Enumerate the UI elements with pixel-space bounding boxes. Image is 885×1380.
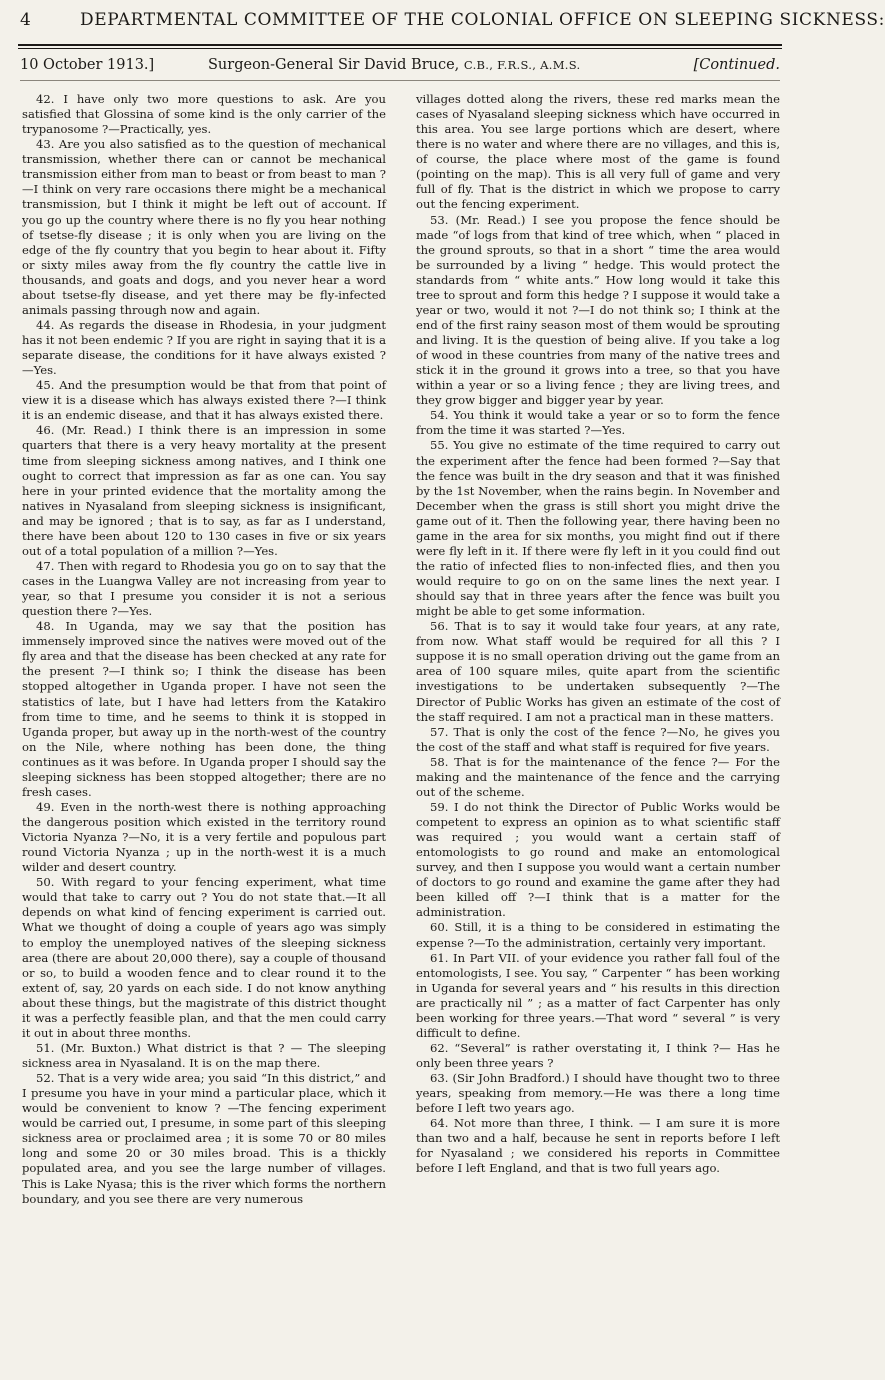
paragraph: 48. In Uganda, may we say that the position has immensely improved since the natives were moved out of the fly area and that the disease has been checked at any rate for the present ?—I think so; I think the disease has been stopped altogether in Uganda proper. I have not seen the statistics of late, but I have had letters from the Katakiro from time to time, and he seems to think it is stopped in Uganda proper, but away up in the north-west of the country on the Nile, where nothing has been done, the thing continues as it was before. In Uganda proper I should say the sleeping sickness has been stopped altogether; there are no fresh cases. bbox=[22, 619, 386, 799]
right-column bbox=[416, 92, 780, 1372]
running-title: DEPARTMENTAL COMMITTEE OF THE COLONIAL OFFICE ON SLEEPING SICKNESS: bbox=[80, 10, 885, 30]
paragraph: 49. Even in the north-west there is nothing approaching the dangerous position which existed in the territory round Victoria Nyanza ?—No, it is a very fertile and populous part round Victoria Nyanza ; up in the north-west it is a much wilder and desert country. bbox=[22, 799, 386, 875]
paragraph: 56. That is to say it would take four years, at any rate, from now. What staff would be required for all this ? I suppose it is no small operation driving out the game from an area of 100 square miles, quite apart from the scientific investigations to be undertaken subsequently ?—The Director of Public Works has given an estimate of the cost of the staff required. I am not a practical man in these matters. bbox=[416, 619, 780, 724]
header-rule-thin bbox=[18, 48, 782, 49]
paragraph: 54. You think it would take a year or so to form the fence from the time it was started ?—Yes. bbox=[416, 408, 780, 438]
paragraph: 45. And the presumption would be that from that point of view it is a disease which has always existed there ?—I think it is an endemic disease, and that it has always existed there. bbox=[22, 378, 386, 423]
page-number: 4 bbox=[20, 10, 32, 30]
paragraph: 58. That is for the maintenance of the fence ?— For the making and the maintenance of the fence and the carrying out of the scheme. bbox=[416, 754, 780, 799]
paragraph: 52. That is a very wide area; you said “In this district,” and I presume you have in your mind a particular place, which it would be convenient to know ? —The fencing experiment would be carried out, I presume, in some part of this sleeping sickness area or proclaimed area ; it is some 70 or 80 miles long and some 20 or 30 miles broad. This is a thickly populated area, and you see the large number of villages. This is Lake Nyasa; this is the river which forms the northern boundary, and you see there are very numerous bbox=[22, 1071, 386, 1206]
running-head bbox=[20, 10, 885, 36]
paragraph: 61. In Part VII. of your evidence you rather fall foul of the entomologists, I see. You say, “ Carpenter “ has been working in Uganda for several years and “ his results in this direction are practically nil ” ; as a matter of fact Carpenter has only been working for three years.—That word “ several ” is very difficult to define. bbox=[416, 950, 780, 1040]
left-column bbox=[22, 92, 386, 1372]
paragraph: 60. Still, it is a thing to be considered in estimating the expense ?—To the administration, certainly very important. bbox=[416, 920, 780, 950]
paragraph: 53. (Mr. Read.) I see you propose the fence should be made “of logs from that kind of tree which, when “ placed in the ground sprouts, so that in a short “ time the area would be surrounded by a living “ hedge. This would protect the standards from “ white ants.” How long would it take this tree to sprout and form this hedge ? I suppose it would take a year or two, would it not ?—I do not think so; I think at the end of the first rainy season most of them would be sprouting and living. It is the question of being alive. If you take a log of wood in these countries from many of the native trees and stick it in the ground it grows into a tree, so that you have within a year or so a living fence ; they are living trees, and they grow bigger and bigger year by year. bbox=[416, 212, 780, 408]
continued-label: [Continued. bbox=[693, 57, 780, 73]
paragraph: 42. I have only two more questions to ask. Are you satisfied that Glossina of some kind is the only carrier of the trypanosome ?—Practically, yes. bbox=[22, 92, 386, 137]
witness-line bbox=[208, 57, 580, 73]
header-rule bbox=[18, 44, 782, 46]
witness-honours: C.B., F.R.S., A.M.S. bbox=[463, 58, 581, 72]
subheading bbox=[20, 57, 780, 77]
hearing-date: 10 October 1913.] bbox=[20, 57, 155, 73]
paragraph: 55. You give no estimate of the time required to carry out the experiment after the fence had been formed ?—Say that the fence was built in the dry season and that it was finished by the 1st November, when the rains begin. In November and December when the grass is still short you might drive the game out of it. Then the following year, there having been no game in the area for six months, you might find out if there were fly left in it. If there were fly left in it you could find out the ratio of infected flies to non-infected flies, and then you would require to go on on the same lines the next year. I should say that in three years after the fence was built you might be able to get some information. bbox=[416, 438, 780, 619]
paragraph: 43. Are you also satisfied as to the question of mechanical transmission, whether there can or cannot be mechanical transmission either from man to beast or from beast to man ?—I think on very rare occasions there might be a mechanical transmission, but I think it might be left out of account. If you go up the country where there is no fly you hear nothing of tsetse-fly disease ; it is only when you are living on the edge of the fly country that you begin to hear about it. Fifty or sixty miles away from the fly country the cattle live in thousands, and goats and dogs, and you never hear a word about tsetse-fly disease, and yet there may be fly-infected animals passing through now and again. bbox=[22, 137, 386, 317]
paragraph: 62. “Several” is rather overstating it, I think ?— Has he only been three years ? bbox=[416, 1040, 780, 1070]
witness-name: Surgeon-General Sir David Bruce, bbox=[208, 57, 460, 73]
paragraph: 64. Not more than three, I think. — I am sure it is more than two and a half, because he sent in reports before I left for Nyasaland ; we considered his reports in Committee before I left England, and that is two full years ago. bbox=[416, 1116, 780, 1176]
paragraph: 44. As regards the disease in Rhodesia, in your judgment has it not been endemic ? If you are right in saying that it is a separate disease, the conditions for it have always existed ?—Yes. bbox=[22, 317, 386, 378]
paragraph: 50. With regard to your fencing experiment, what time would that take to carry out ? You do not state that.—It all depends on what kind of fencing experiment is carried out. What we thought of doing a couple of years ago was simply to employ the unemployed natives of the sleeping sickness area (there are about 20,000 there), say a couple of thousand or so, to build a wooden fence and to clear round it to the extent of, say, 20 yards on each side. I do not know anything about these things, but the magistrate of this district thought it was a perfectly feasible plan, and that the men could carry it out in about three months. bbox=[22, 875, 386, 1040]
paragraph: 47. Then with regard to Rhodesia you go on to say that the cases in the Luangwa Valley are not increasing from year to year, so that I presume you consider it is not a serious question there ?—Yes. bbox=[22, 558, 386, 619]
paragraph-continued: villages dotted along the rivers, these red marks mean the cases of Nyasaland sleeping sickness which have occurred in this area. You see large portions which are desert, where there is no water and where there are no villages, and this is, of course, the place where most of the game is found (pointing on the map). This is all very full of game and very full of fly. That is the district in which we propose to carry out the fencing experiment. bbox=[416, 92, 780, 212]
paragraph: 59. I do not think the Director of Public Works would be competent to express an opinion as to what scientific staff was required ; you would want a certain staff of entomologists to go round and make an entomological survey, and then I suppose you would want a certain number of doctors to go round and examine the game after they had been killed off ?—I think that is a matter for the administration. bbox=[416, 799, 780, 920]
subheading-rule bbox=[20, 80, 780, 81]
paragraph: 63. (Sir John Bradford.) I should have thought two to three years, speaking from memory.—He was there a long time before I left two years ago. bbox=[416, 1071, 780, 1116]
paragraph: 57. That is only the cost of the fence ?—No, he gives you the cost of the staff and what staff is required for five years. bbox=[416, 724, 780, 754]
paragraph: 46. (Mr. Read.) I think there is an impression in some quarters that there is a very heavy mortality at the present time from sleeping sickness among natives, and I think one ought to correct that impression as far as one can. You say here in your printed evidence that the mortality among the natives in Nyasaland from sleeping sickness is insignificant, and may be ignored ; that is to say, as far as I understand, there have been about 120 to 130 cases in five or six years out of a total population of a million ?—Yes. bbox=[22, 423, 386, 558]
paragraph: 51. (Mr. Buxton.) What district is that ? — The sleeping sickness area in Nyasaland. It is on the map there. bbox=[22, 1040, 386, 1070]
